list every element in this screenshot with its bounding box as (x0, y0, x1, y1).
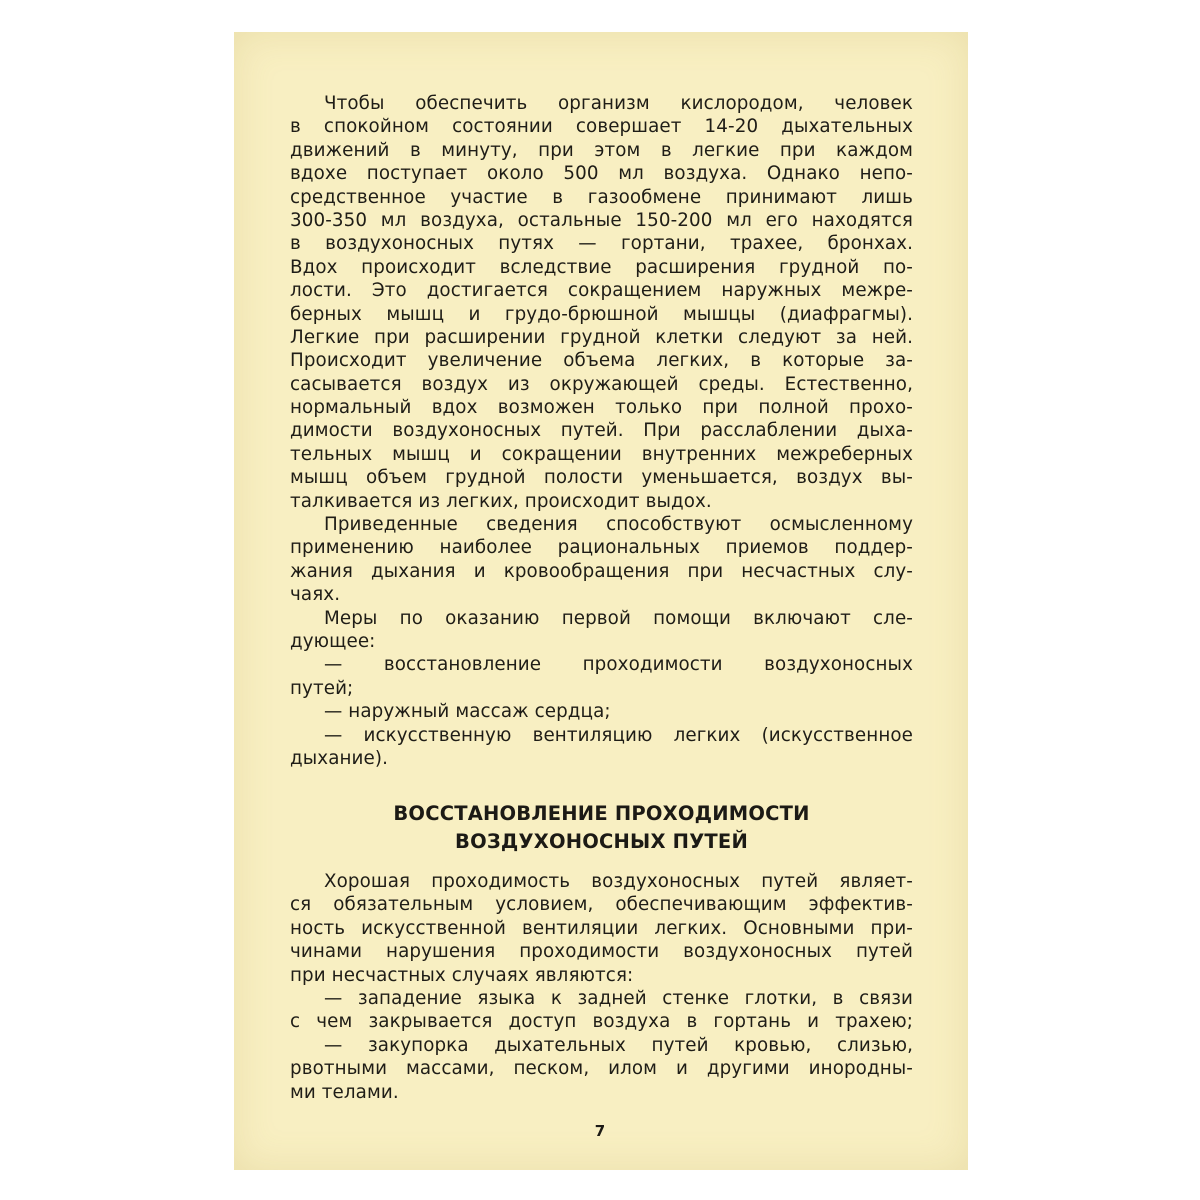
heading-line-1: ВОССТАНОВЛЕНИЕ ПРОХОДИМОСТИ (393, 802, 810, 825)
text-line: тельных мышц и сокращении внутренних межреберных (290, 443, 913, 465)
text-line: димости воздухоносных путей. При расслаблении дыха- (290, 420, 913, 442)
list-item-line: — искусственную вентиляцию легких (искусственное (324, 724, 913, 746)
text-line: Меры по оказанию первой помощи включают сле- (324, 607, 913, 629)
text-line: 300-350 мл воздуха, остальные 150-200 мл его находятся (290, 209, 913, 231)
text-line: лости. Это достигается сокращением наружных межре- (290, 280, 913, 302)
text-line: ся обязательным условием, обеспечивающим эффектив- (290, 894, 913, 916)
body-text-section-1 (290, 92, 913, 770)
text-line: дующее: (290, 630, 376, 652)
list-item-line: — восстановление проходимости воздухоносных (324, 654, 913, 676)
text-line: ность искусственной вентиляции легких. Основными при- (290, 917, 913, 939)
text-line: жания дыхания и кровообращения при несчастных слу- (290, 560, 913, 582)
list-item-line: ми телами. (290, 1081, 399, 1103)
text-line: в спокойном состоянии совершает 14-20 дыхательных (290, 116, 913, 138)
section-heading (290, 800, 913, 856)
text-line: чинами нарушения проходимости воздухоносных путей (290, 941, 913, 963)
page-number: 7 (594, 1122, 606, 1140)
text-line: мышц объем грудной полости уменьшается, воздух вы- (290, 467, 913, 489)
list-item-line: дыхание). (290, 747, 389, 769)
list-item-line: рвотными массами, песком, илом и другими инородны- (290, 1058, 913, 1080)
text-line: нормальный вдох возможен только при полной прохо- (290, 397, 913, 419)
text-line: применению наиболее рациональных приемов поддер- (290, 537, 913, 559)
list-item-line: путей; (290, 677, 354, 699)
text-line: чаях. (290, 584, 341, 606)
text-line: Легкие при расширении грудной клетки следуют за ней. (290, 326, 913, 348)
text-line: Вдох происходит вследствие расширения грудной по- (290, 256, 913, 278)
text-line: талкивается из легких, происходит выдох. (290, 490, 712, 512)
text-line: при несчастных случаях являются: (290, 964, 634, 986)
text-line: вдохе поступает около 500 мл воздуха. Однако непо- (290, 163, 913, 185)
text-line: движений в минуту, при этом в легкие при каждом (290, 139, 913, 161)
text-line: средственное участие в газообмене принимают лишь (290, 186, 913, 208)
text-line: берных мышц и грудо-брюшной мышцы (диафрагмы). (290, 303, 913, 325)
heading-line-2: ВОЗДУХОНОСНЫХ ПУТЕЙ (455, 830, 748, 853)
text-line: в воздухоносных путях — гортани, трахее, бронхах. (290, 233, 913, 255)
list-item-line: — наружный массаж сердца; (324, 701, 611, 723)
list-item-line: с чем закрывается доступ воздуха в гортань и трахею; (290, 1011, 913, 1033)
text-line: Чтобы обеспечить организм кислородом, человек (324, 93, 913, 114)
text-line: сасывается воздух из окружающей среды. Естественно, (290, 373, 913, 395)
text-line: Происходит увеличение объема легких, в которые за- (290, 350, 913, 372)
list-item-line: — закупорка дыхательных путей кровью, слизью, (324, 1034, 913, 1056)
list-item-line: — западение языка к задней стенке глотки, в связи (324, 987, 913, 1009)
body-text-section-2 (290, 870, 913, 1104)
text-line: Приведенные сведения способствуют осмысленному (324, 514, 913, 536)
text-line: Хорошая проходимость воздухоносных путей являет- (324, 871, 913, 892)
